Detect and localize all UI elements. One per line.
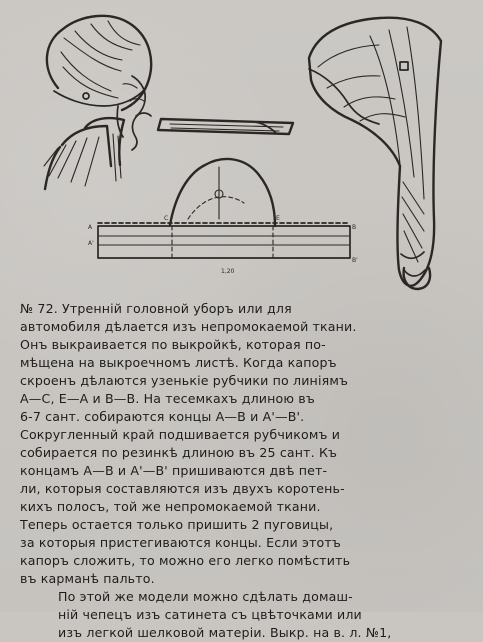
article-text: [20, 300, 468, 642]
text-line: По этой же модели можно сдѣлать домаш-: [58, 589, 353, 604]
fold-strip-illustration: [158, 119, 293, 134]
text-line: А—С, Е—А и В—В. На тесемкахъ длиною въ: [20, 391, 315, 406]
text-line: ли, которыя составляются изъ двухъ коротень-: [20, 481, 345, 496]
text-line: мѣщена на выкроечномъ листѣ. Когда капоръ: [20, 355, 337, 370]
pattern-label-a-prime: A': [88, 240, 94, 247]
woman-profile-illustration: [44, 16, 151, 189]
text-line: № 72. Утренній головной уборъ или для: [20, 301, 292, 316]
text-line: скроенъ дѣлаются узенькіе рубчики по линіямъ: [20, 373, 349, 388]
pattern-label-b: B: [352, 224, 357, 231]
text-line: концамъ А—В и А'—В' пришиваются двѣ пет-: [20, 463, 328, 478]
paragraph-1: [20, 300, 468, 588]
text-line: кихъ полосъ, той же непромокаемой ткани.: [20, 499, 321, 514]
paragraph-2: [20, 588, 468, 642]
pattern-label-c: C: [164, 215, 169, 222]
text-line: Сокругленный край подшивается рубчикомъ и: [20, 427, 341, 442]
text-line: ній чепецъ изъ сатинета съ цвѣточками или: [58, 607, 362, 622]
text-line: Онъ выкраивается по выкройкѣ, которая по-: [20, 337, 326, 352]
hood-illustration: [309, 18, 441, 289]
pattern-label-b-prime: B': [352, 257, 358, 264]
text-line: собирается по резинкѣ длиною въ 25 сант. Къ: [20, 445, 338, 460]
text-line: за которыя пристегиваются концы. Если этотъ: [20, 535, 341, 550]
text-line: изъ легкой шелковой матеріи. Выкр. на в. л. №1,: [58, 625, 392, 640]
text-line: 6-7 сант. собираются концы А—В и А'—В'.: [20, 409, 305, 424]
illustration-block: [0, 0, 483, 300]
pattern-bottom-measure: 1,20: [221, 268, 235, 275]
text-line: автомобиля дѣлается изъ непромокаемой ткани.: [20, 319, 357, 334]
pattern-label-e: E: [276, 215, 280, 222]
text-line: Теперь остается только пришить 2 пуговицы,: [20, 517, 334, 532]
pattern-label-a: A: [88, 224, 93, 231]
text-line: въ карманѣ пальто.: [20, 571, 155, 586]
pattern-diagram: [88, 159, 358, 275]
text-line: капоръ сложить, то можно его легко помѣстить: [20, 553, 351, 568]
